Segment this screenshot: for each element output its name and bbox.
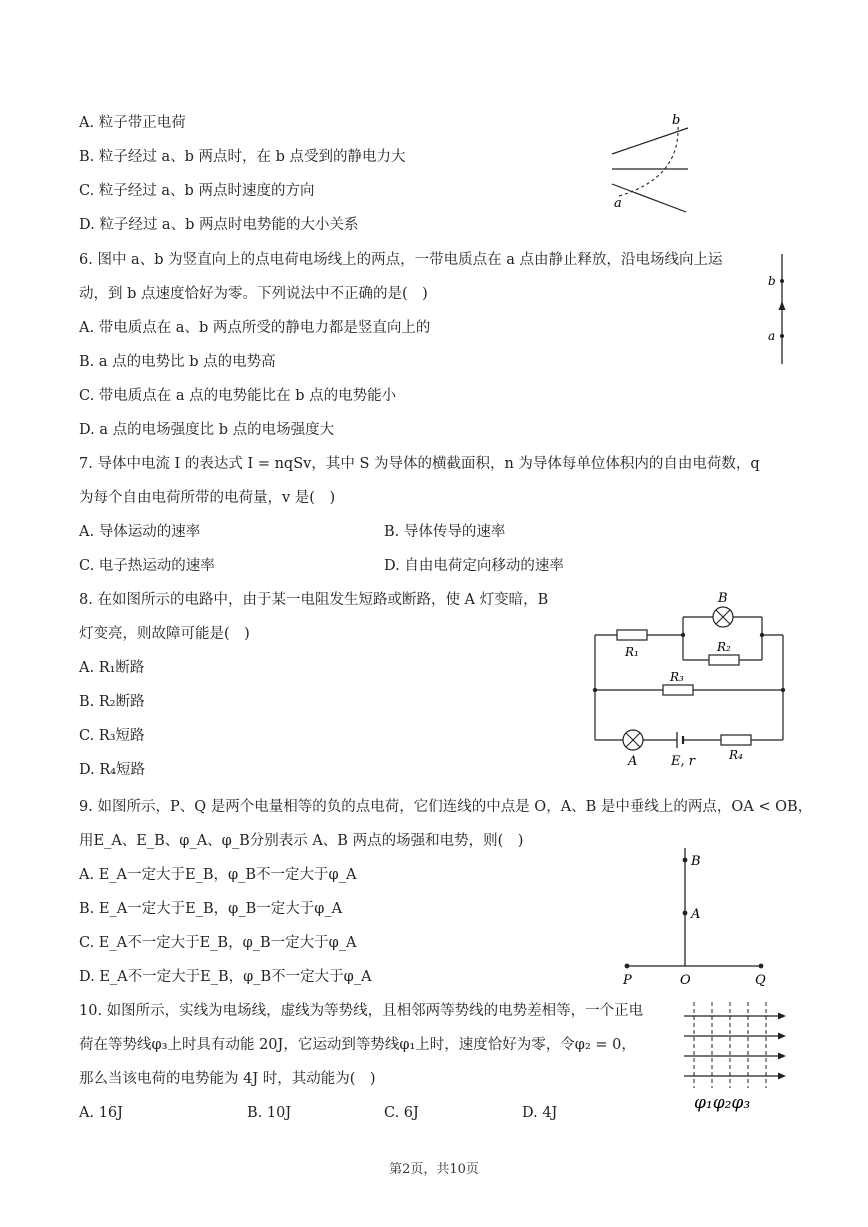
resistor-r2 bbox=[709, 655, 739, 665]
q8-label-a: A bbox=[628, 754, 638, 769]
q6-label-b: b bbox=[768, 274, 776, 288]
q7-option-a: A. 导体运动的速率 bbox=[79, 524, 201, 540]
q7-option-c: C. 电子热运动的速率 bbox=[79, 558, 215, 574]
q6-stem-line1: 6. 图中 a、b 为竖直向上的点电荷电场线上的两点，一带电质点在 a 点由静止释放，沿电场线向上运 bbox=[79, 252, 723, 268]
q9-label-b: B bbox=[691, 854, 701, 869]
resistor-r4 bbox=[721, 735, 751, 745]
q9-option-b: B. E_A一定大于E_B，φ_B一定大于φ_A bbox=[79, 901, 343, 917]
q8-label-r4: R₄ bbox=[729, 748, 743, 762]
q8-option-a: A. R₁断路 bbox=[79, 660, 145, 676]
q8-label-er: E, r bbox=[671, 754, 695, 769]
q10-option-d: D. 4J bbox=[522, 1105, 558, 1121]
page-footer: 第2页，共10页 bbox=[389, 1162, 479, 1177]
q10-figure bbox=[680, 1000, 790, 1120]
q5-figure bbox=[600, 108, 700, 218]
resistor-r3 bbox=[663, 685, 693, 695]
q6-option-c: C. 带电质点在 a 点的电势能比在 b 点的电势能小 bbox=[79, 388, 397, 404]
q8-option-c: C. R₃短路 bbox=[79, 728, 145, 744]
q10-option-a: A. 16J bbox=[79, 1105, 123, 1121]
q10-stem-line2: 荷在等势线φ₃上时具有动能 20J，它运动到等势线φ₁上时，速度恰好为零，令φ₂ = 0， bbox=[79, 1037, 636, 1053]
q10-stem-line1: 10. 如图所示，实线为电场线，虚线为等势线，且相邻两等势线的电势差相等，一个正电 bbox=[79, 1003, 644, 1019]
q9-figure bbox=[615, 840, 775, 990]
q9-stem-line2: 用E_A、E_B、φ_A、φ_B分别表示 A、B 两点的场强和电势，则( ) bbox=[79, 833, 524, 849]
q8-label-r1: R₁ bbox=[625, 645, 639, 659]
q6-option-b: B. a 点的电势比 b 点的电势高 bbox=[79, 354, 276, 370]
q7-stem-line2: 为每个自由电荷所带的电荷量，v 是( ) bbox=[79, 490, 336, 506]
q5-label-a: a bbox=[614, 196, 622, 211]
q6-figure bbox=[760, 250, 800, 366]
q10-option-b: B. 10J bbox=[247, 1105, 292, 1121]
q5-label-b: b bbox=[672, 113, 681, 128]
q7-option-b: B. 导体传导的速率 bbox=[384, 524, 506, 540]
q7-option-d: D. 自由电荷定向移动的速率 bbox=[384, 558, 564, 574]
q8-stem-line2: 灯变亮，则故障可能是( ) bbox=[79, 626, 250, 642]
q9-option-d: D. E_A不一定大于E_B，φ_B不一定大于φ_A bbox=[79, 969, 372, 985]
q9-option-a: A. E_A一定大于E_B，φ_B不一定大于φ_A bbox=[79, 867, 357, 883]
q8-label-r3: R₃ bbox=[670, 670, 684, 684]
q8-circuit-figure bbox=[585, 585, 795, 770]
q9-option-c: C. E_A不一定大于E_B，φ_B一定大于φ_A bbox=[79, 935, 357, 951]
q5-option-b: B. 粒子经过 a、b 两点时，在 b 点受到的静电力大 bbox=[79, 149, 406, 165]
q6-option-a: A. 带电质点在 a、b 两点所受的静电力都是竖直向上的 bbox=[79, 320, 431, 336]
q10-phi-labels: φ₁φ₂φ₃ bbox=[694, 1093, 751, 1113]
q8-label-r2: R₂ bbox=[717, 640, 731, 654]
q10-option-c: C. 6J bbox=[384, 1105, 419, 1121]
q6-stem-line2: 动，到 b 点速度恰好为零。下列说法中不正确的是( ) bbox=[79, 286, 428, 302]
q6-label-a: a bbox=[768, 329, 776, 343]
q5-option-c: C. 粒子经过 a、b 两点时速度的方向 bbox=[79, 183, 315, 199]
q8-stem-line1: 8. 在如图所示的电路中，由于某一电阻发生短路或断路，使 A 灯变暗，B bbox=[79, 592, 549, 608]
q8-option-b: B. R₂断路 bbox=[79, 694, 145, 710]
resistor-r1 bbox=[617, 630, 647, 640]
q5-option-d: D. 粒子经过 a、b 两点时电势能的大小关系 bbox=[79, 217, 359, 233]
q9-label-p: P bbox=[623, 973, 632, 988]
q6-option-d: D. a 点的电场强度比 b 点的电场强度大 bbox=[79, 422, 335, 438]
q9-label-a: A bbox=[691, 907, 701, 922]
q9-label-q: Q bbox=[755, 973, 766, 988]
q9-label-o: O bbox=[680, 973, 691, 988]
q8-label-b: B bbox=[718, 591, 728, 606]
q7-stem-line1: 7. 导体中电流 I 的表达式 I = nqSv，其中 S 为导体的横截面积，n 为导体每单位体积内的自由电荷数，q bbox=[79, 456, 760, 472]
q8-option-d: D. R₄短路 bbox=[79, 762, 146, 778]
q9-stem-line1: 9. 如图所示，P、Q 是两个电量相等的负的点电荷，它们连线的中点是 O，A、B 是中垂线上的两点，OA < OB， bbox=[79, 799, 813, 815]
q10-stem-line3: 那么当该电荷的电势能为 4J 时，其动能为( ) bbox=[79, 1071, 376, 1087]
q5-option-a: A. 粒子带正电荷 bbox=[79, 115, 186, 131]
